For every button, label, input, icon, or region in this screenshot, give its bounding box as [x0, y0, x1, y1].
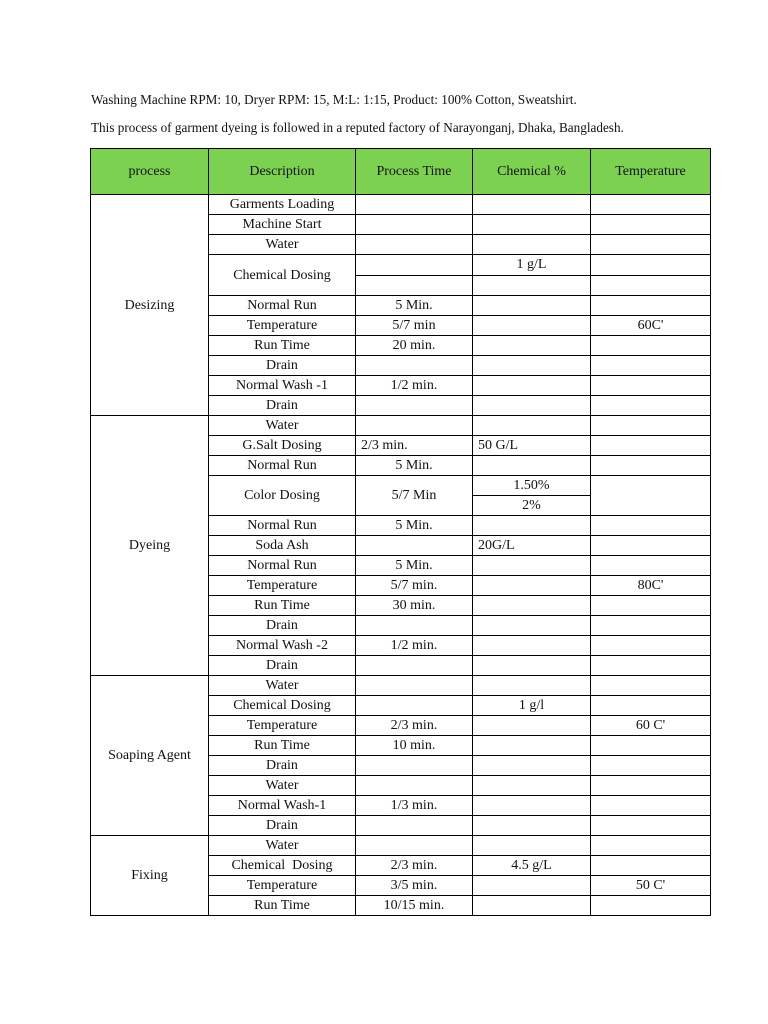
description-cell: Chemical Dosing [209, 696, 356, 716]
temperature-cell [591, 596, 711, 616]
header-chemical: Chemical % [473, 149, 591, 195]
temperature-cell [591, 796, 711, 816]
time-cell [356, 195, 473, 215]
time-cell: 1/2 min. [356, 376, 473, 396]
chemical-cell [473, 556, 591, 576]
temperature-cell [591, 456, 711, 476]
description-cell: Normal Run [209, 556, 356, 576]
process-fixing: Fixing [91, 836, 209, 916]
chemical-cell [473, 195, 591, 215]
chemical-cell: 20G/L [473, 536, 591, 556]
process-dyeing: Dyeing [91, 416, 209, 676]
chemical-cell [473, 676, 591, 696]
time-cell: 2/3 min. [356, 716, 473, 736]
chemical-cell [473, 516, 591, 536]
description-cell: Run Time [209, 896, 356, 916]
temperature-cell [591, 836, 711, 856]
description-cell: Water [209, 676, 356, 696]
description-cell: Normal Run [209, 456, 356, 476]
process-soaping-agent: Soaping Agent [91, 676, 209, 836]
temperature-cell [591, 296, 711, 316]
description-cell: G.Salt Dosing [209, 436, 356, 456]
time-cell [356, 215, 473, 235]
description-cell: Drain [209, 756, 356, 776]
chemical-cell-empty [473, 275, 591, 296]
table-row [91, 195, 711, 215]
time-cell [356, 396, 473, 416]
temperature-cell [591, 235, 711, 255]
temperature-cell [591, 536, 711, 556]
temperature-cell [591, 656, 711, 676]
description-cell: Run Time [209, 596, 356, 616]
header-temperature: Temperature [591, 149, 711, 195]
time-cell: 1/2 min. [356, 636, 473, 656]
time-cell: 10/15 min. [356, 896, 473, 916]
chemical-cell [473, 376, 591, 396]
temperature-cell: 80C' [591, 576, 711, 596]
temperature-cell [591, 736, 711, 756]
temperature-cell [591, 436, 711, 456]
temperature-cell [591, 195, 711, 215]
time-cell: 5 Min. [356, 456, 473, 476]
table-row [91, 836, 711, 856]
dyeing-process-table [90, 148, 711, 916]
description-cell: Color Dosing [209, 476, 356, 516]
temperature-cell [591, 816, 711, 836]
temperature-cell [591, 556, 711, 576]
temperature-cell [591, 476, 711, 516]
temperature-cell [591, 856, 711, 876]
time-cell: 20 min. [356, 336, 473, 356]
temperature-cell [591, 696, 711, 716]
temperature-cell [591, 336, 711, 356]
temperature-cell [591, 676, 711, 696]
intro-line-machine-settings: Washing Machine RPM: 10, Dryer RPM: 15, M:L: 1:15, Product: 100% Cotton, Sweatshirt. [91, 92, 577, 107]
description-cell: Drain [209, 816, 356, 836]
chemical-cell [473, 356, 591, 376]
time-cell [356, 255, 473, 276]
description-cell: Drain [209, 396, 356, 416]
time-cell [356, 696, 473, 716]
temperature-cell [591, 396, 711, 416]
chemical-cell [473, 316, 591, 336]
description-cell: Normal Wash -1 [209, 376, 356, 396]
time-cell: 3/5 min. [356, 876, 473, 896]
chemical-cell [473, 416, 591, 436]
description-cell: Temperature [209, 316, 356, 336]
chemical-cell [473, 776, 591, 796]
time-cell: 1/3 min. [356, 796, 473, 816]
chemical-cell: 1 g/L [473, 255, 591, 276]
temperature-cell: 60C' [591, 316, 711, 336]
chemical-cell [473, 235, 591, 255]
temperature-cell [591, 756, 711, 776]
process-desizing: Desizing [91, 195, 209, 416]
chemical-cell: 1.50% [473, 476, 591, 496]
chemical-cell [473, 896, 591, 916]
description-cell: Machine Start [209, 215, 356, 235]
time-cell: 2/3 min. [356, 436, 473, 456]
temperature-cell [591, 516, 711, 536]
time-cell: 5 Min. [356, 516, 473, 536]
description-cell: Temperature [209, 576, 356, 596]
temperature-cell [591, 416, 711, 436]
time-cell [356, 756, 473, 776]
chemical-cell [473, 636, 591, 656]
table-row [91, 676, 711, 696]
time-cell [356, 235, 473, 255]
chemical-cell [473, 296, 591, 316]
time-cell [356, 656, 473, 676]
header-description: Description [209, 149, 356, 195]
chemical-cell [473, 836, 591, 856]
description-cell: Water [209, 776, 356, 796]
time-cell: 5 Min. [356, 296, 473, 316]
temperature-cell: 50 C' [591, 876, 711, 896]
chemical-cell [473, 456, 591, 476]
description-cell: Temperature [209, 876, 356, 896]
time-cell [356, 676, 473, 696]
description-cell: Soda Ash [209, 536, 356, 556]
description-cell: Normal Run [209, 296, 356, 316]
time-cell: 30 min. [356, 596, 473, 616]
chemical-cell: 1 g/l [473, 696, 591, 716]
time-cell [356, 836, 473, 856]
time-cell [356, 816, 473, 836]
temperature-cell [591, 215, 711, 235]
description-cell: Run Time [209, 336, 356, 356]
time-cell: 10 min. [356, 736, 473, 756]
description-cell: Drain [209, 656, 356, 676]
temperature-cell-empty [591, 275, 711, 296]
chemical-cell [473, 796, 591, 816]
chemical-cell [473, 656, 591, 676]
time-cell: 5/7 Min [356, 476, 473, 516]
header-process-time: Process Time [356, 149, 473, 195]
temperature-cell [591, 356, 711, 376]
chemical-cell: 2% [473, 496, 591, 516]
temperature-cell [591, 616, 711, 636]
description-cell: Chemical Dosing [209, 255, 356, 296]
temperature-cell [591, 896, 711, 916]
temperature-cell [591, 255, 711, 276]
intro-line-factory: This process of garment dyeing is followed in a reputed factory of Narayonganj, Dhaka, Bangladesh. [91, 120, 624, 135]
time-cell: 5 Min. [356, 556, 473, 576]
temperature-cell: 60 C' [591, 716, 711, 736]
description-cell: Drain [209, 616, 356, 636]
temperature-cell [591, 376, 711, 396]
description-cell: Chemical Dosing [209, 856, 356, 876]
description-cell: Water [209, 416, 356, 436]
description-cell: Water [209, 836, 356, 856]
description-cell: Normal Wash -2 [209, 636, 356, 656]
chemical-cell [473, 816, 591, 836]
time-cell [356, 536, 473, 556]
time-cell [356, 616, 473, 636]
chemical-cell: 4.5 g/L [473, 856, 591, 876]
description-cell: Temperature [209, 716, 356, 736]
temperature-cell [591, 776, 711, 796]
chemical-cell [473, 876, 591, 896]
time-cell-empty [356, 275, 473, 296]
description-cell: Garments Loading [209, 195, 356, 215]
chemical-cell [473, 596, 591, 616]
chemical-cell [473, 616, 591, 636]
header-process: process [91, 149, 209, 195]
description-cell: Drain [209, 356, 356, 376]
description-cell: Water [209, 235, 356, 255]
temperature-cell [591, 636, 711, 656]
time-cell [356, 776, 473, 796]
chemical-cell [473, 336, 591, 356]
time-cell [356, 416, 473, 436]
chemical-cell [473, 716, 591, 736]
chemical-cell [473, 756, 591, 776]
description-cell: Run Time [209, 736, 356, 756]
chemical-cell: 50 G/L [473, 436, 591, 456]
chemical-cell [473, 396, 591, 416]
time-cell [356, 356, 473, 376]
chemical-cell [473, 576, 591, 596]
description-cell: Normal Run [209, 516, 356, 536]
chemical-cell [473, 736, 591, 756]
table-row [91, 416, 711, 436]
time-cell: 5/7 min [356, 316, 473, 336]
description-cell: Normal Wash-1 [209, 796, 356, 816]
chemical-cell [473, 215, 591, 235]
time-cell: 5/7 min. [356, 576, 473, 596]
time-cell: 2/3 min. [356, 856, 473, 876]
table-header-row [91, 149, 711, 195]
